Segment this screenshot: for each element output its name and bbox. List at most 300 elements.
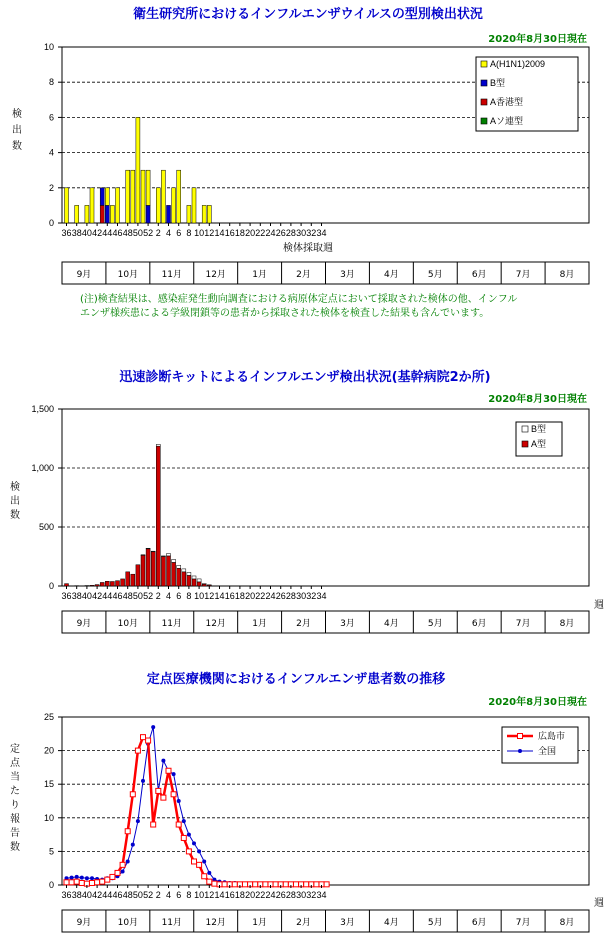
c3-point-marker — [125, 829, 130, 834]
c2-xtick-label: 50 — [132, 591, 143, 601]
c3-point-marker — [135, 748, 140, 753]
c1-xtick-label: 8 — [186, 228, 192, 238]
c1-month-label: 6月 — [471, 270, 487, 280]
c3-point-marker — [171, 792, 176, 797]
chart-1-ylabel — [12, 107, 22, 152]
c3-month-label: 1月 — [252, 918, 267, 928]
c3-point-marker — [186, 849, 191, 854]
c3-point-marker — [100, 879, 105, 884]
c3-point-marker — [115, 870, 120, 875]
c2-xtick-label: 52 — [143, 591, 154, 601]
c1-bar — [192, 188, 196, 223]
c1-xtick-label: 14 — [214, 228, 225, 238]
c3-month-label: 2月 — [296, 918, 311, 928]
c2-ytick-label: 0 — [48, 581, 54, 591]
c3-xtick-label: 12 — [204, 890, 215, 900]
c3-xtick-label: 46 — [112, 890, 123, 900]
c3-point-marker — [207, 879, 212, 884]
c1-xtick-label: 28 — [285, 228, 296, 238]
c2-bar — [182, 569, 186, 572]
chart-2-ylabel — [10, 480, 20, 521]
c3-xtick-label: 42 — [92, 890, 103, 900]
c3-xtick-label: 18 — [234, 890, 245, 900]
c3-point-marker — [172, 772, 176, 776]
c3-point-marker — [273, 882, 278, 887]
c1-xtick-label: 38 — [71, 228, 82, 238]
c2-xtick-label: 6 — [176, 591, 182, 601]
c1-legend-swatch — [481, 80, 487, 86]
c1-bar — [141, 170, 145, 223]
c3-xtick-label: 20 — [245, 890, 256, 900]
c3-point-marker — [222, 882, 227, 887]
c2-xtick-label: 18 — [234, 591, 245, 601]
c3-point-marker — [161, 795, 166, 800]
c3-legend-marker — [518, 734, 523, 739]
c2-month-label: 2月 — [296, 619, 311, 629]
c1-month-label: 7月 — [515, 270, 531, 280]
c1-xtick-label: 10 — [194, 228, 205, 238]
c3-ytick-label: 5 — [48, 846, 54, 857]
c2-bar — [100, 582, 104, 586]
c3-point-marker — [161, 759, 165, 763]
c3-ytick-label: 0 — [48, 880, 54, 890]
c3-point-marker — [130, 792, 135, 797]
c2-xtick-label: 36 — [61, 591, 72, 601]
c1-bar — [146, 205, 150, 223]
c2-bar — [167, 554, 171, 556]
c3-point-marker — [120, 862, 125, 867]
c3-point-marker — [156, 788, 161, 793]
ylabel-char: 検 — [10, 482, 20, 493]
c3-point-marker — [192, 859, 197, 864]
c3-xtick-label: 38 — [71, 890, 82, 900]
c1-bar — [131, 170, 135, 223]
c2-legend-swatch — [522, 441, 528, 447]
c3-xtick-label: 30 — [296, 890, 307, 900]
c3-legend-marker — [518, 749, 522, 753]
c2-xtick-label: 4 — [165, 591, 172, 601]
c2-xtick-label: 46 — [112, 591, 123, 601]
c2-bar — [146, 549, 150, 586]
c1-xtick-label: 36 — [61, 228, 72, 238]
c1-month-label: 10月 — [117, 270, 139, 280]
c3-point-marker — [131, 843, 135, 847]
c1-bar — [177, 170, 181, 223]
c2-month-label: 6月 — [471, 619, 487, 629]
c3-point-marker — [181, 835, 186, 840]
c1-month-label: 11月 — [161, 270, 183, 280]
c1-bar — [136, 117, 140, 223]
ylabel-char: 定 — [10, 744, 20, 755]
c3-point-marker — [197, 862, 202, 867]
c3-point-marker — [324, 882, 329, 887]
c3-point-marker — [64, 880, 69, 885]
c1-xtick-label: 52 — [143, 228, 154, 238]
chart-3-legend — [502, 727, 578, 763]
c3-point-marker — [69, 880, 74, 885]
c2-xtick-label: 30 — [296, 591, 307, 601]
c1-bar — [75, 205, 79, 223]
c2-xtick-label: 24 — [265, 591, 276, 601]
c3-point-marker — [263, 882, 268, 887]
c2-xtick-label: 22 — [255, 591, 266, 601]
c1-xtick-label: 22 — [255, 228, 266, 238]
c1-month-label: 3月 — [340, 270, 355, 280]
c1-month-label: 5月 — [427, 270, 443, 280]
c1-legend-swatch — [481, 99, 487, 105]
c3-xtick-label: 50 — [132, 890, 143, 900]
c2-legend-label: B型 — [531, 424, 547, 434]
c1-xtick-label: 50 — [132, 228, 143, 238]
c1-bar — [167, 205, 171, 223]
c2-bar — [105, 581, 109, 586]
c3-point-marker — [187, 833, 191, 837]
chart-1-title: 衛生研究所におけるインフルエンザウイルスの型別検出状況 — [133, 7, 483, 22]
c3-xtick-label: 28 — [285, 890, 296, 900]
c3-xtick-label: 32 — [306, 890, 317, 900]
c3-month-label: 5月 — [427, 918, 443, 928]
c2-bar — [141, 555, 145, 586]
ylabel-char: り — [10, 800, 20, 811]
chart-3-date: 2020年8月30日現在 — [488, 697, 587, 708]
c2-month-label: 1月 — [252, 619, 267, 629]
c2-bar — [161, 557, 165, 587]
c2-bar — [182, 572, 186, 586]
c3-xtick-label: 16 — [224, 890, 235, 900]
c1-xtick-label: 4 — [165, 228, 172, 238]
c1-month-label: 1月 — [252, 270, 267, 280]
c2-bar — [177, 568, 181, 586]
ylabel-char: 報 — [10, 814, 20, 825]
c2-bar — [202, 584, 206, 585]
c1-month-label: 4月 — [384, 270, 399, 280]
c1-bar — [90, 188, 94, 223]
chart-1-legend — [476, 57, 578, 131]
c1-month-label: 8月 — [559, 270, 575, 280]
c3-point-marker — [136, 819, 140, 823]
c3-point-marker — [192, 841, 196, 845]
c3-month-label: 4月 — [384, 918, 399, 928]
c1-month-label: 12月 — [205, 270, 226, 280]
c3-xtick-label: 52 — [143, 890, 154, 900]
c3-xtick-label: 34 — [316, 890, 327, 900]
c3-point-marker — [151, 822, 156, 827]
c3-point-marker — [304, 882, 309, 887]
c3-xtick-label: 8 — [186, 890, 192, 900]
c2-bar — [192, 579, 196, 586]
c1-xtick-label: 44 — [102, 228, 113, 238]
c3-xtick-label: 2 — [155, 890, 161, 900]
c2-xtick-label: 12 — [204, 591, 215, 601]
ylabel-char: 検 — [12, 109, 22, 120]
c3-xtick-label: 10 — [194, 890, 205, 900]
c2-bar — [202, 584, 206, 586]
c3-point-marker — [176, 822, 181, 827]
c3-point-marker — [105, 877, 110, 882]
c3-point-marker — [146, 738, 151, 743]
c3-xtick-label: 14 — [214, 890, 225, 900]
c2-bar — [151, 551, 155, 552]
c2-bar — [192, 576, 196, 579]
c2-month-label: 8月 — [559, 619, 575, 629]
c2-xtick-label: 38 — [71, 591, 82, 601]
c2-xtick-label: 42 — [92, 591, 103, 601]
c3-xtick-label: 24 — [265, 890, 276, 900]
c3-month-label: 11月 — [161, 918, 183, 928]
ylabel-char: 点 — [10, 758, 20, 769]
c3-legend-label: 広島市 — [538, 731, 566, 741]
c3-point-marker — [80, 876, 84, 880]
c1-bar — [105, 205, 109, 223]
c2-xtick-label: 32 — [306, 591, 317, 601]
c2-bar — [65, 584, 69, 586]
c2-xtick-label: 16 — [224, 591, 235, 601]
chart-2-legend — [516, 422, 562, 456]
c2-bar — [177, 565, 181, 568]
c3-month-label: 8月 — [559, 918, 575, 928]
c2-bar — [187, 575, 191, 586]
c2-bar — [136, 565, 140, 586]
c1-bar — [126, 170, 130, 223]
c1-xtick-label: 30 — [296, 228, 307, 238]
c1-xtick-label: 42 — [92, 228, 103, 238]
chart-2-xlabel: 週 — [594, 600, 604, 611]
c2-xtick-label: 2 — [155, 591, 161, 601]
c3-xtick-label: 6 — [176, 890, 182, 900]
c2-bar — [156, 446, 160, 586]
c1-xtick-label: 18 — [234, 228, 245, 238]
c2-xtick-label: 28 — [285, 591, 296, 601]
c1-bar — [100, 205, 104, 223]
c3-point-marker — [253, 882, 258, 887]
c1-xtick-label: 20 — [245, 228, 256, 238]
c3-point-marker — [212, 881, 217, 886]
c2-bar — [197, 579, 201, 582]
c3-point-marker — [202, 859, 206, 863]
c1-bar — [207, 205, 211, 223]
c1-ytick-label: 6 — [48, 112, 54, 123]
c3-point-marker — [243, 882, 248, 887]
c2-bar — [156, 444, 160, 446]
c2-bar — [141, 555, 145, 556]
c3-month-label: 12月 — [205, 918, 226, 928]
c3-point-marker — [232, 882, 237, 887]
chart-1-note-line-1: (注)検査結果は、感染症発生動向調査における病原体定点において採取された検体の他、インフル — [80, 294, 518, 305]
c3-ytick-label: 15 — [43, 779, 54, 790]
c1-xtick-label: 34 — [316, 228, 327, 238]
c3-point-marker — [207, 871, 211, 875]
c3-point-marker — [166, 768, 171, 773]
ylabel-char: 出 — [10, 496, 20, 507]
c2-xtick-label: 40 — [81, 591, 92, 601]
c1-bar — [116, 188, 120, 223]
c3-xtick-label: 22 — [255, 890, 266, 900]
chart-1-virus-types — [12, 6, 589, 319]
c3-point-marker — [197, 849, 201, 853]
c1-legend-label: A(H1N1)2009 — [490, 59, 546, 69]
c3-point-marker — [95, 880, 100, 885]
ylabel-char: 数 — [10, 842, 20, 853]
c1-ytick-label: 4 — [48, 147, 54, 158]
c3-point-marker — [202, 874, 207, 879]
c3-month-label: 10月 — [117, 918, 139, 928]
c3-point-marker — [182, 819, 186, 823]
c1-xtick-label: 6 — [176, 228, 182, 238]
c1-bar — [105, 188, 109, 206]
chart-3-ylabel — [10, 743, 21, 853]
c3-ytick-label: 20 — [43, 745, 54, 756]
c3-ytick-label: 25 — [43, 712, 54, 722]
c1-bar — [161, 170, 165, 223]
chart-1-note-line-2: エンザ様疾患による学級閉鎖等の患者から採取された検体を検査した結果も含んでいます。 — [80, 308, 490, 319]
c1-bar — [65, 188, 69, 223]
c2-month-label: 12月 — [205, 619, 226, 629]
chart-2-rapid-test — [10, 369, 604, 633]
c2-xtick-label: 26 — [275, 591, 286, 601]
c2-bar — [131, 574, 135, 586]
c2-bar — [110, 582, 114, 586]
c1-legend-label: A香港型 — [490, 97, 524, 107]
c3-xtick-label: 4 — [165, 890, 172, 900]
ylabel-char: 数 — [10, 510, 20, 521]
ylabel-char: 数 — [12, 141, 22, 152]
c2-xtick-label: 8 — [186, 591, 192, 601]
c3-xtick-label: 36 — [61, 890, 72, 900]
c2-xtick-label: 20 — [245, 591, 256, 601]
c2-bar — [197, 582, 201, 586]
c2-bar — [172, 562, 176, 586]
ylabel-char: 出 — [12, 125, 22, 136]
c2-bar — [90, 585, 94, 586]
c2-month-label: 7月 — [515, 619, 531, 629]
c1-ytick-label: 10 — [43, 42, 54, 52]
c1-xtick-label: 12 — [204, 228, 215, 238]
c1-xtick-label: 16 — [224, 228, 235, 238]
c1-ytick-label: 0 — [48, 218, 54, 228]
c1-legend-label: Aソ連型 — [490, 116, 524, 126]
c3-point-marker — [121, 870, 125, 874]
c3-month-label: 7月 — [515, 918, 531, 928]
c3-ytick-label: 10 — [43, 812, 54, 823]
c3-point-marker — [314, 882, 319, 887]
c3-point-marker — [90, 876, 94, 880]
c1-xtick-label: 46 — [112, 228, 123, 238]
c1-bar — [187, 205, 191, 223]
c1-xtick-label: 26 — [275, 228, 286, 238]
c3-xtick-label: 26 — [275, 890, 286, 900]
c1-ytick-label: 2 — [48, 182, 54, 193]
c3-point-marker — [74, 879, 79, 884]
c3-xtick-label: 48 — [122, 890, 133, 900]
c3-point-marker — [126, 859, 130, 863]
c2-ytick-label: 1,000 — [31, 463, 54, 473]
c1-bar — [100, 188, 104, 206]
c3-point-marker — [75, 875, 79, 879]
c3-month-label: 9月 — [76, 918, 92, 928]
c2-month-label: 10月 — [117, 619, 139, 629]
c1-xtick-label: 48 — [122, 228, 133, 238]
c2-month-label: 5月 — [427, 619, 443, 629]
c2-bar — [121, 579, 125, 586]
c2-xtick-label: 14 — [214, 591, 225, 601]
ylabel-char: 当 — [10, 772, 20, 783]
c2-bar — [95, 585, 99, 586]
c2-bar — [146, 548, 150, 549]
chart-3-xlabel: 週 — [594, 898, 604, 909]
c2-month-label: 3月 — [340, 619, 355, 629]
c1-bar — [172, 188, 176, 223]
c3-point-marker — [177, 799, 181, 803]
chart-1-xlabel: 検体採取週 — [283, 243, 333, 254]
c3-xtick-label: 44 — [102, 890, 113, 900]
c2-xtick-label: 48 — [122, 591, 133, 601]
c3-point-marker — [141, 779, 145, 783]
c1-legend-swatch — [481, 61, 487, 67]
c2-ytick-label: 500 — [38, 522, 54, 532]
c3-point-marker — [79, 880, 84, 885]
c2-month-label: 11月 — [161, 619, 183, 629]
c3-point-marker — [85, 876, 89, 880]
c2-bar — [172, 559, 176, 562]
chart-3-sentinel-trend — [10, 671, 604, 932]
c1-bar — [110, 205, 114, 223]
c2-month-label: 9月 — [76, 619, 92, 629]
c1-bar — [202, 205, 206, 223]
c1-month-label: 2月 — [296, 270, 311, 280]
c2-bar — [126, 572, 130, 586]
chart-3-title: 定点医療機関におけるインフルエンザ患者数の推移 — [146, 672, 446, 687]
c3-point-marker — [110, 874, 115, 879]
c2-legend-swatch — [522, 426, 528, 432]
c2-ytick-label: 1,500 — [31, 404, 54, 414]
c2-bar — [116, 581, 120, 586]
c2-month-label: 4月 — [384, 619, 399, 629]
c1-legend-swatch — [481, 118, 487, 124]
c1-legend-label: B型 — [490, 78, 506, 88]
c1-xtick-label: 32 — [306, 228, 317, 238]
c3-point-marker — [90, 880, 95, 885]
c3-month-label: 3月 — [340, 918, 355, 928]
chart-2-date: 2020年8月30日現在 — [488, 394, 587, 405]
c1-xtick-label: 2 — [155, 228, 161, 238]
c1-ytick-label: 8 — [48, 77, 54, 88]
c2-bar — [187, 572, 191, 575]
ylabel-char: 告 — [10, 828, 20, 839]
c3-point-marker — [283, 882, 288, 887]
c1-bar — [85, 205, 89, 223]
c2-bar — [151, 552, 155, 586]
c1-xtick-label: 24 — [265, 228, 276, 238]
c1-bar — [146, 170, 150, 205]
c2-xtick-label: 44 — [102, 591, 113, 601]
chart-2-title: 迅速診断キットによるインフルエンザ検出状況(基幹病院2か所) — [119, 370, 491, 385]
chart-1-date: 2020年8月30日現在 — [488, 34, 587, 45]
c3-xtick-label: 40 — [81, 890, 92, 900]
c3-month-label: 6月 — [471, 918, 487, 928]
c1-bar — [156, 188, 160, 223]
c3-point-marker — [294, 882, 299, 887]
c3-point-marker — [70, 876, 74, 880]
c2-bar — [161, 556, 165, 557]
c1-xtick-label: 40 — [81, 228, 92, 238]
c3-legend-label: 全国 — [538, 746, 557, 756]
c3-point-marker — [151, 725, 155, 729]
c2-xtick-label: 34 — [316, 591, 327, 601]
c2-legend-label: A型 — [531, 439, 547, 449]
c2-bar — [167, 556, 171, 586]
c1-month-label: 9月 — [76, 270, 92, 280]
c2-xtick-label: 10 — [194, 591, 205, 601]
